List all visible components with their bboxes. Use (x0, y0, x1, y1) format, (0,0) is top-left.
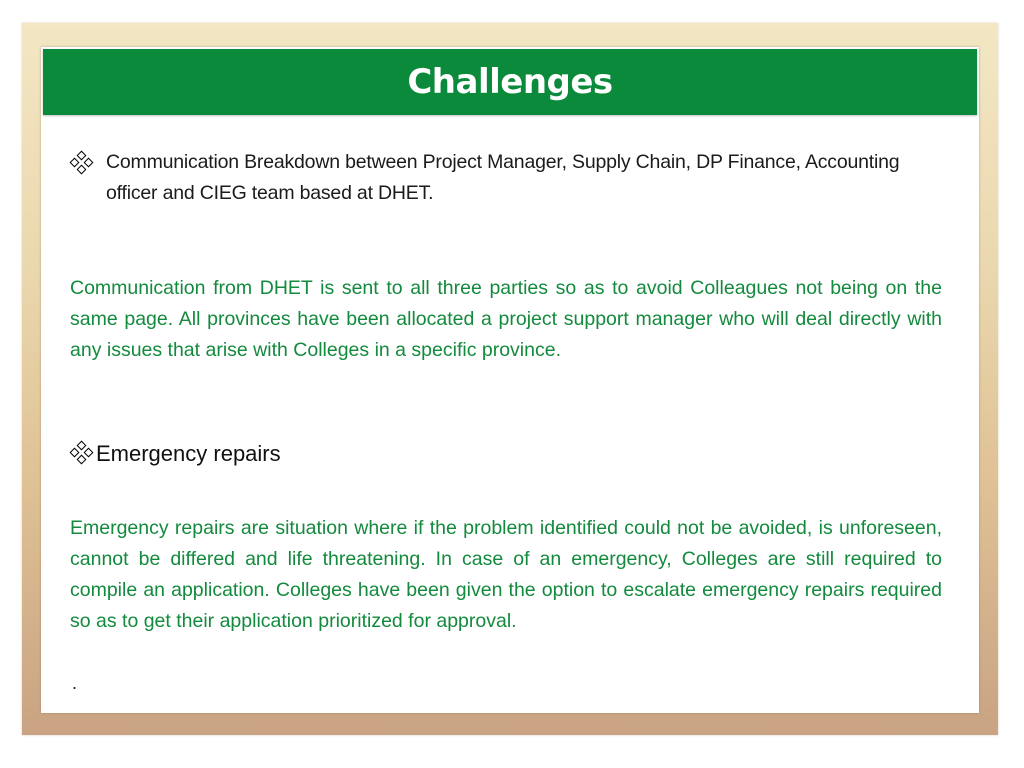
slide-panel (41, 47, 979, 713)
emergency-paragraph: Emergency repairs are situation where if the problem identified could not be avoided, is unforeseen, cannot be differed and life threatening. In case of an emergency, Colleges are still required to compile an application. Colleges have been given the option to escalate emergency repairs required so as to get their application prioritized for approval. (70, 517, 942, 632)
diamond-bullet-icon (71, 442, 93, 464)
title-bar (43, 49, 977, 115)
bullet-text: Emergency repairs (96, 441, 281, 466)
bullet-emergency-repairs (71, 441, 281, 467)
bullet-communication-breakdown (71, 147, 901, 209)
communication-paragraph: Communication from DHET is sent to all three parties so as to avoid Colleagues not being on the same page. All provinces have been allocated a project support manager who will deal directly with any issues that arise with Colleges in a specific province. (70, 277, 942, 361)
slide-title: Challenges (407, 62, 613, 102)
diamond-bullet-icon (71, 152, 93, 174)
trailing-mark: . (72, 673, 78, 693)
slide-frame (22, 23, 998, 735)
bullet-text: Communication Breakdown between Project Manager, Supply Chain, DP Finance, Accounting officer and CIEG team based at DHET. (106, 151, 900, 204)
